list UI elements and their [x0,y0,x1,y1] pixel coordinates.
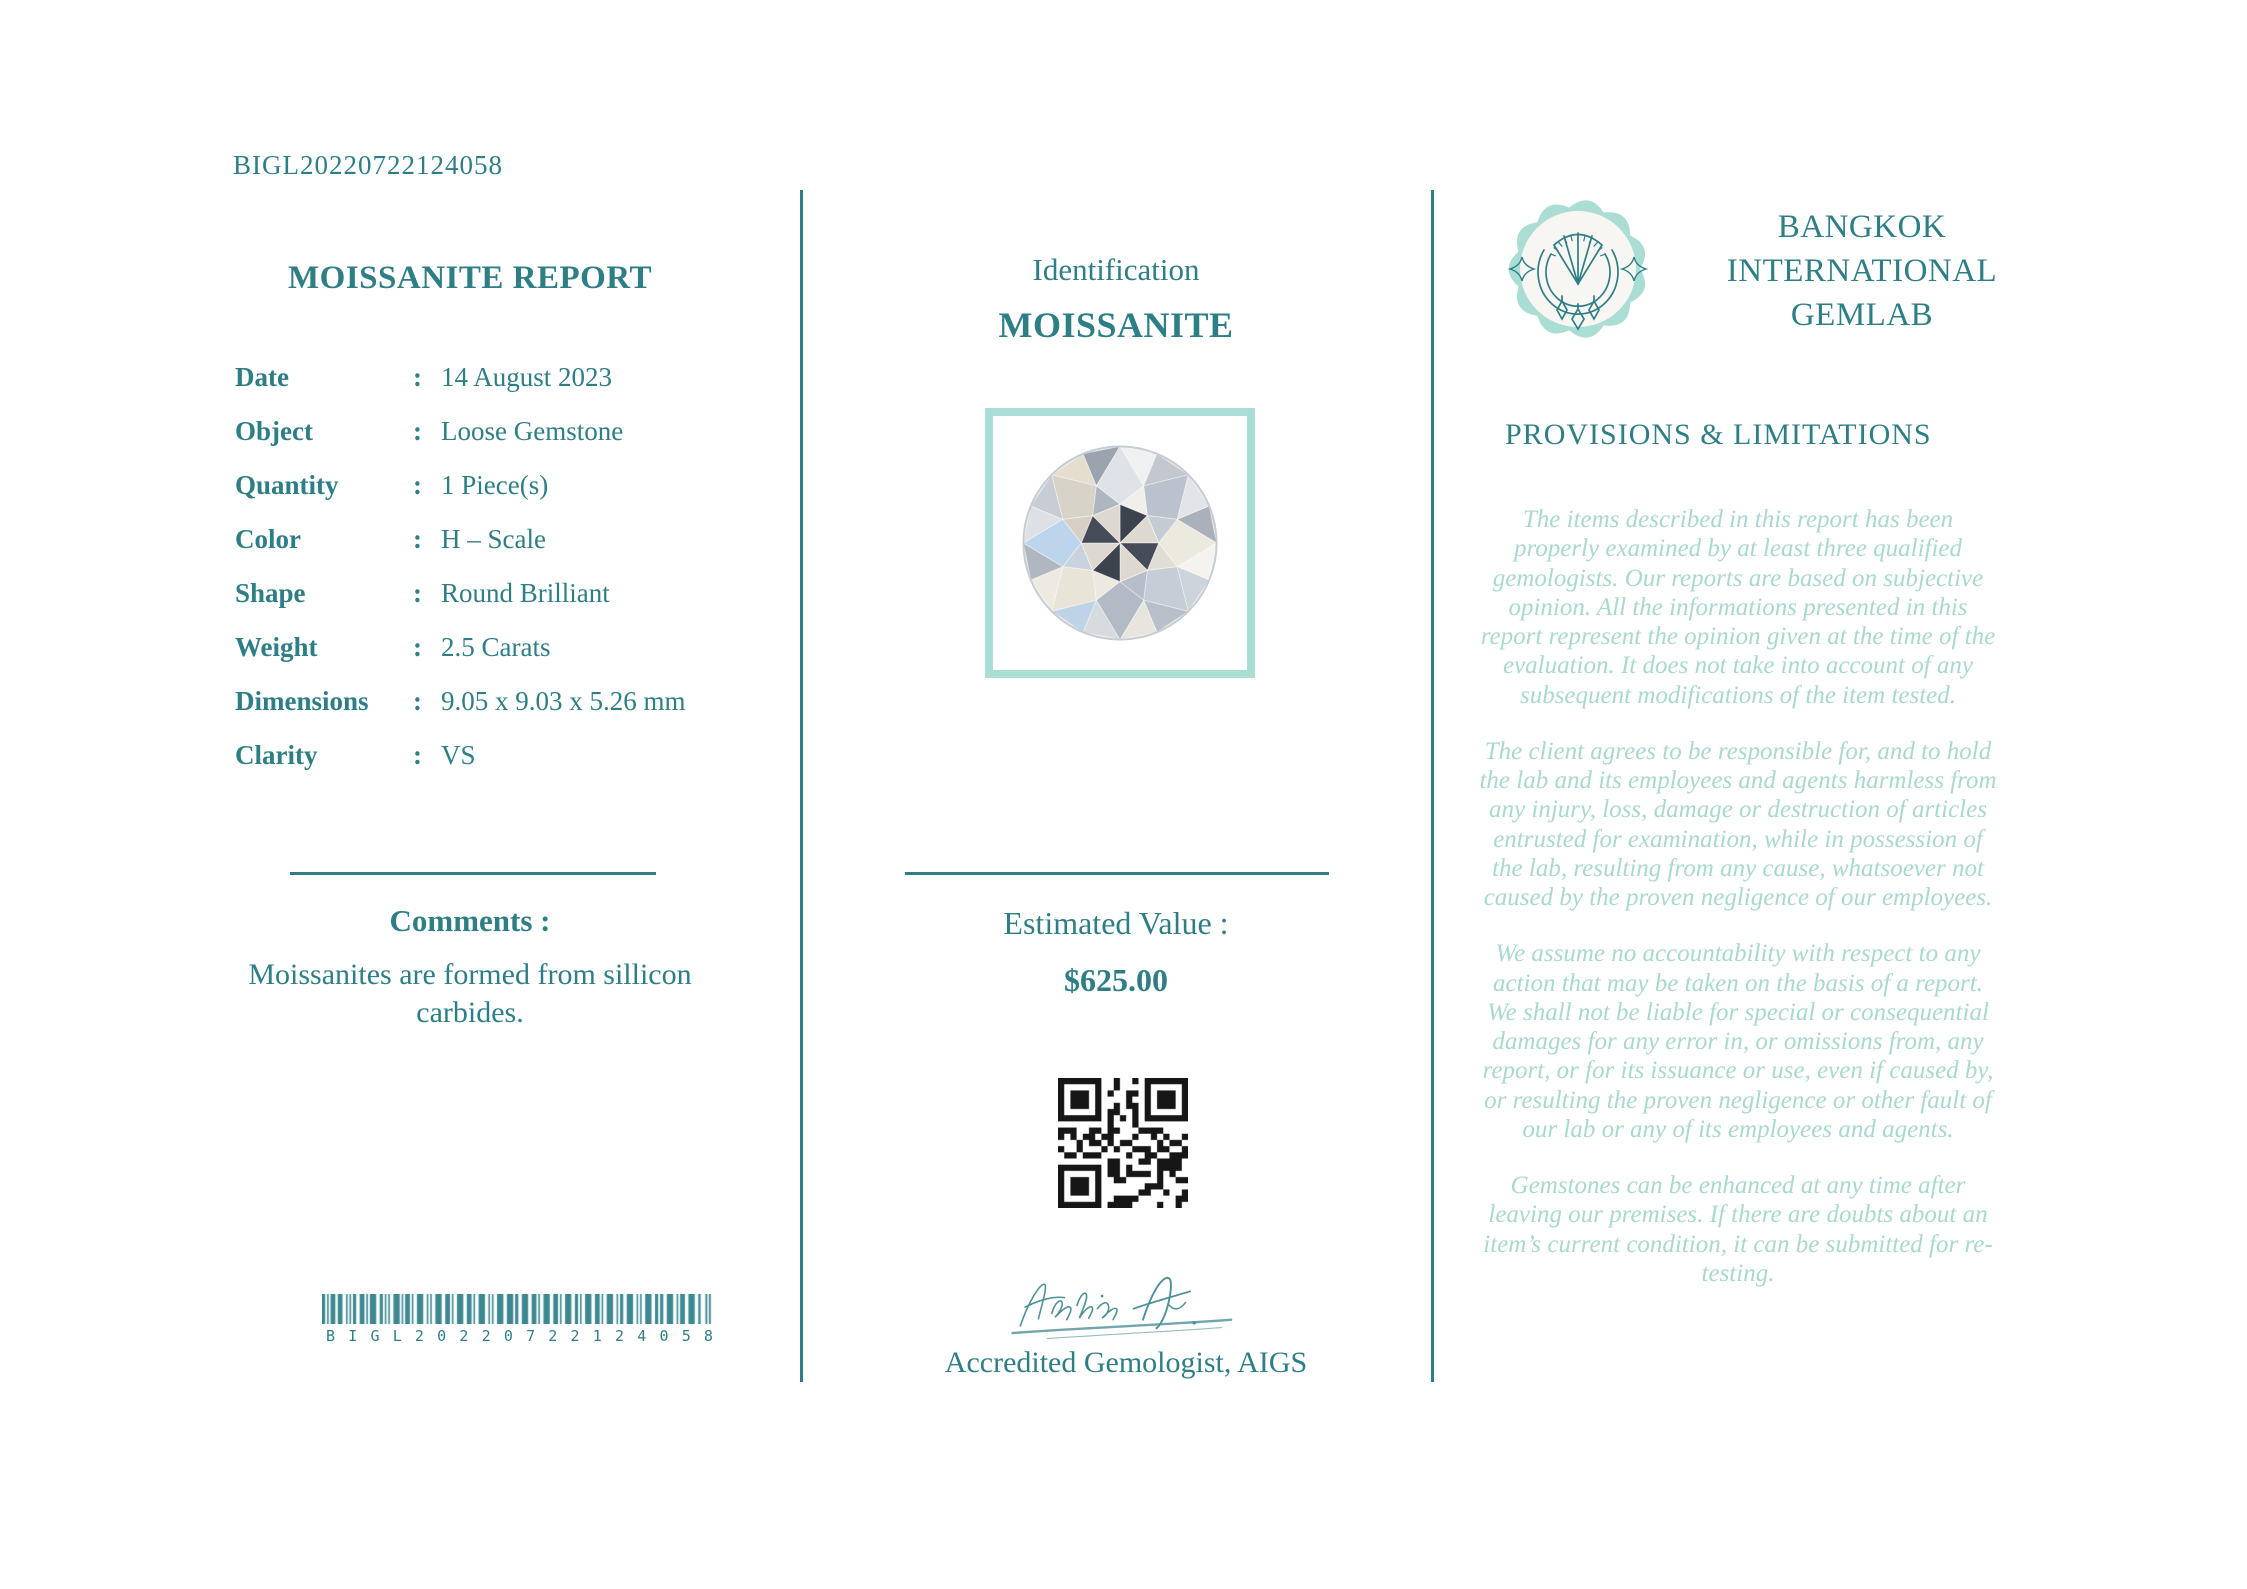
column-divider [800,190,803,1382]
column-divider [1431,190,1434,1382]
comments-text: Moissanites are formed from sillicon carbides. [248,958,692,1029]
identification-value: MOISSANITE [998,305,1234,345]
field-label: Weight [235,632,318,662]
identification-heading: Identification [1032,252,1200,287]
report-title: MOISSANITE REPORT [288,260,652,296]
provisions-paragraph: The items described in this report has been properly examined by at least three qualified gemologists. Our reports are based on subjective opinion. All the informations presented in this report represent the opinion given at the time of the evaluation. It does not take into account of any subsequent modifications of the item tested. [1480,506,1996,709]
field-colon: : [413,470,422,500]
field-colon: : [413,686,422,716]
field-label: Object [235,416,313,446]
table-row [235,686,755,740]
provisions-text [1478,505,1998,1315]
barcode-bars [322,1294,714,1324]
lab-name-line: BANGKOK [1777,209,1947,245]
field-value: VS [441,740,476,770]
field-value: Round Brilliant [441,578,610,608]
lab-name [1672,206,2052,338]
gem-photo-frame [985,408,1255,678]
field-label: Shape [235,578,306,608]
field-value: 9.05 x 9.03 x 5.26 mm [441,686,686,716]
field-value: 2.5 Carats [441,632,551,662]
provisions-heading: PROVISIONS & LIMITATIONS [1505,418,1932,451]
gem-photo [1007,430,1233,656]
lab-seal-logo [1498,184,1658,354]
gemologist-signature [1003,1256,1239,1344]
provisions-paragraph: Gemstones can be enhanced at any time after leaving our premises. If there are doubts about an item’s current condition, it can be submitted for re-testing. [1483,1172,1993,1287]
field-label: Clarity [235,740,318,770]
comments-heading: Comments : [389,903,551,938]
estimated-value: $625.00 [1064,962,1168,998]
field-label: Date [235,362,289,392]
field-colon: : [413,578,422,608]
lab-name-line: INTERNATIONAL [1726,252,1998,289]
field-value: 14 August 2023 [441,362,613,392]
report-serial-number: BIGL20220722124058 [233,150,503,180]
table-row [235,416,755,470]
lab-name-line: GEMLAB [1790,296,1934,333]
comments-divider [290,872,656,875]
field-value: 1 Piece(s) [441,470,549,500]
table-row [235,470,755,524]
table-row [235,740,755,794]
qr-code [1058,1078,1188,1208]
table-row [235,632,755,686]
barcode-text: BIGL20220722124058 [326,1327,727,1345]
field-colon: : [413,416,422,446]
table-row [235,524,755,578]
provisions-paragraph: The client agrees to be responsible for, and to hold the lab and its employees and agents harmless from any injury, loss, damage or destruction of articles entrusted for examination, while in possession of the lab, resulting from any cause, whatsoever not caused by the proven negligence of our employees. [1479,737,1997,911]
table-row [235,578,755,632]
signer-title: Accredited Gemologist, AIGS [944,1346,1308,1379]
field-colon: : [413,740,422,770]
estimated-value-divider [905,872,1329,875]
barcode [322,1294,727,1345]
field-colon: : [413,524,422,554]
field-label: Quantity [235,470,339,500]
field-colon: : [413,632,422,662]
table-row [235,362,755,416]
gem-seal-icon [1498,184,1658,354]
field-colon: : [413,362,422,392]
estimated-value-label: Estimated Value : [1003,905,1229,941]
field-value: H – Scale [441,524,546,554]
field-value: Loose Gemstone [441,416,624,446]
signature-image [1003,1256,1239,1344]
field-label: Color [235,524,301,554]
provisions-paragraph: We assume no accountability with respect to any action that may be taken on the basis of a report. We shall not be liable for special or consequential damages for any error in, or omissions from, any report, or for its issuance or use, even if caused by, or resulting the proven negligence or other fault of our lab or any of its employees and agents. [1482,940,1994,1143]
qr-code-image [1058,1078,1188,1208]
field-label: Dimensions [235,686,369,716]
gem-attributes-table [235,362,755,794]
